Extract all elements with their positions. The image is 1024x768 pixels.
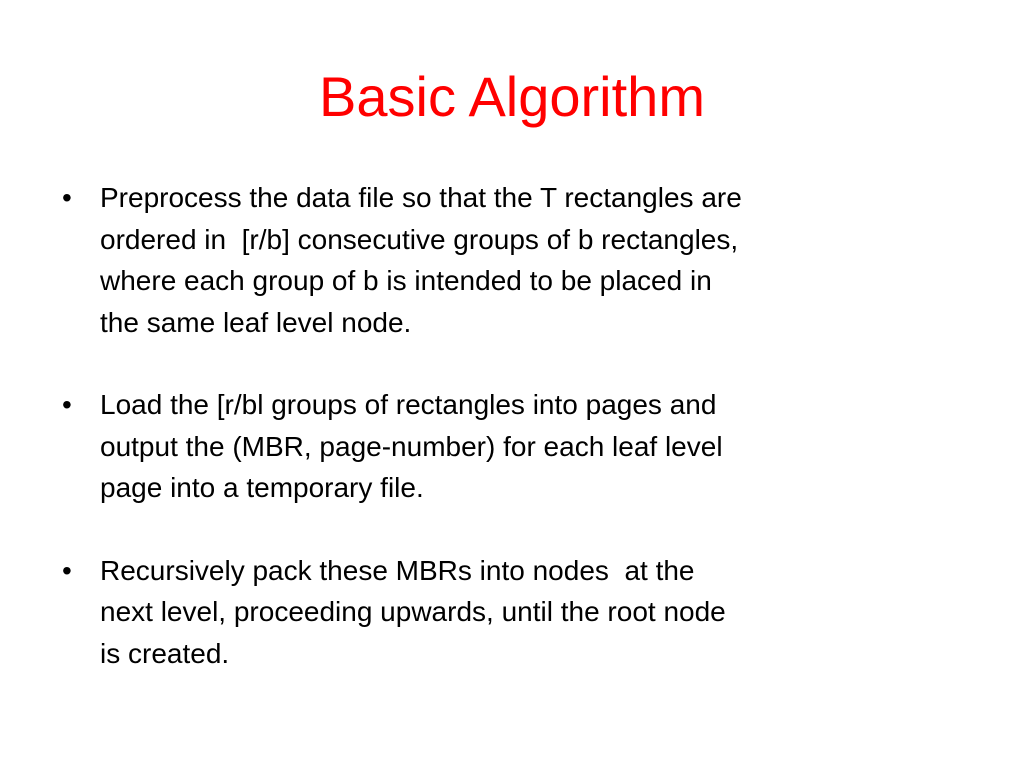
bullet-item-3 bbox=[62, 550, 962, 675]
bullet-dot-icon: • bbox=[62, 389, 72, 420]
bullet-line: the same leaf level node. bbox=[100, 306, 412, 338]
bullet-dot-icon: • bbox=[62, 182, 72, 213]
bullet-line: is created. bbox=[100, 637, 230, 669]
bullet-line: next level, proceeding upwards, until the root node bbox=[100, 596, 726, 627]
bullet-text bbox=[100, 550, 962, 675]
slide-title: Basic Algorithm bbox=[319, 65, 705, 128]
bullet-text bbox=[100, 177, 962, 343]
bullet-line: Recursively pack these MBRs into nodes at the bbox=[100, 554, 695, 586]
bullet-dot-icon: • bbox=[62, 554, 72, 586]
bullet-item-1 bbox=[62, 177, 962, 343]
bullet-list bbox=[62, 177, 962, 715]
bullet-item-2 bbox=[62, 384, 962, 509]
bullet-line: Preprocess the data file so that the T rectangles are bbox=[100, 182, 742, 213]
bullet-text bbox=[100, 384, 962, 509]
bullet-line: output the (MBR, page-number) for each leaf level bbox=[100, 430, 723, 462]
bullet-line: ordered in [r/b] consecutive groups of b rectangles, bbox=[100, 223, 739, 255]
bullet-line: page into a temporary file. bbox=[100, 472, 424, 503]
bullet-line: Load the [r/bl groups of rectangles into pages and bbox=[100, 389, 717, 420]
bullet-line: where each group of b is intended to be placed in bbox=[100, 265, 712, 296]
